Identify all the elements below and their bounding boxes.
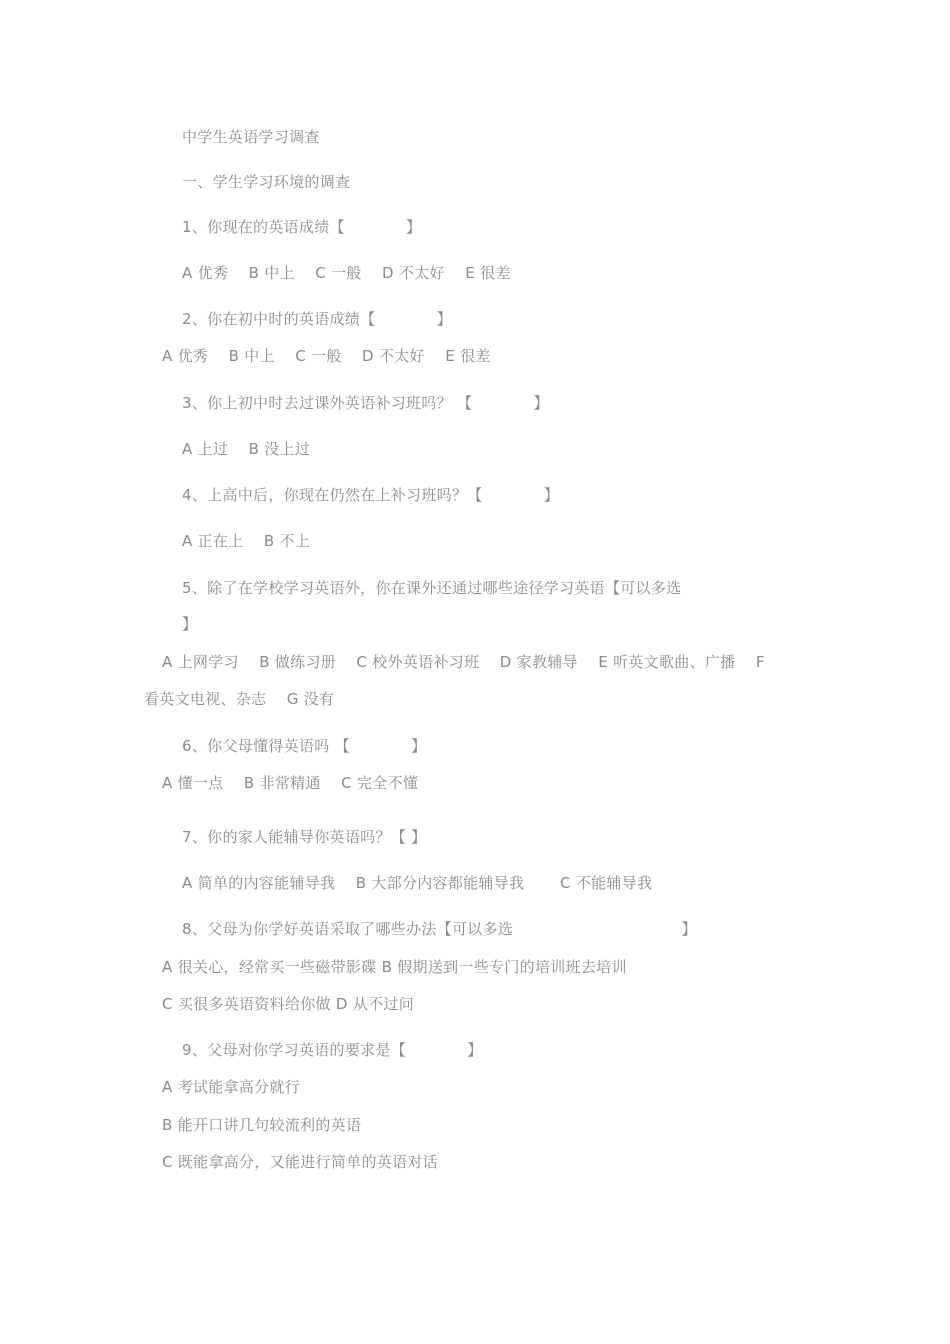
question-8: 8、父母为你学好英语采取了哪些办法【可以多选 】 [182, 920, 697, 938]
question-1: 1、你现在的英语成绩【 】 [182, 218, 422, 236]
question-5: 5、除了在学校学习英语外，你在课外还通过哪些途径学习英语【可以多选 [182, 579, 682, 597]
question-7: 7、你的家人能辅导你英语吗？【 】 [182, 828, 427, 846]
question-9-option-c: C 既能拿高分，又能进行简单的英语对话 [162, 1153, 438, 1171]
question-5-options-line1: A 上网学习 B 做练习册 C 校外英语补习班 D 家教辅导 E 听英文歌曲、广播 F [162, 653, 765, 671]
question-9-option-a: A 考试能拿高分就行 [162, 1078, 301, 1096]
question-2: 2、你在初中时的英语成绩【 】 [182, 310, 452, 328]
question-2-options: A 优秀 B 中上 C 一般 D 不太好 E 很差 [162, 347, 491, 365]
question-6: 6、你父母懂得英语吗 【 】 [182, 737, 427, 755]
question-6-options: A 懂一点 B 非常精通 C 完全不懂 [162, 774, 419, 792]
question-9-option-b: B 能开口讲几句较流利的英语 [162, 1116, 362, 1134]
question-5-options-line2: 看英文电视、杂志 G 没有 [144, 690, 335, 708]
section-heading: 一、学生学习环境的调查 [182, 173, 351, 191]
question-4: 4、上高中后，你现在仍然在上补习班吗？【 】 [182, 486, 560, 504]
question-4-options: A 正在上 B 不上 [182, 532, 311, 550]
question-3-options: A 上过 B 没上过 [182, 440, 311, 458]
document-title: 中学生英语学习调查 [182, 128, 320, 146]
question-9: 9、父母对你学习英语的要求是【 】 [182, 1041, 483, 1059]
question-3: 3、你上初中时去过课外英语补习班吗？ 【 】 [182, 394, 549, 412]
question-5-bracket: 】 [182, 615, 198, 633]
question-8-options-line2: C 买很多英语资料给你做 D 从不过问 [162, 995, 415, 1013]
question-7-options: A 简单的内容能辅导我 B 大部分内容都能辅导我 C 不能辅导我 [182, 874, 653, 892]
question-1-options: A 优秀 B 中上 C 一般 D 不太好 E 很差 [182, 264, 511, 282]
question-8-options-line1: A 很关心，经常买一些磁带影碟 B 假期送到一些专门的培训班去培训 [162, 958, 627, 976]
